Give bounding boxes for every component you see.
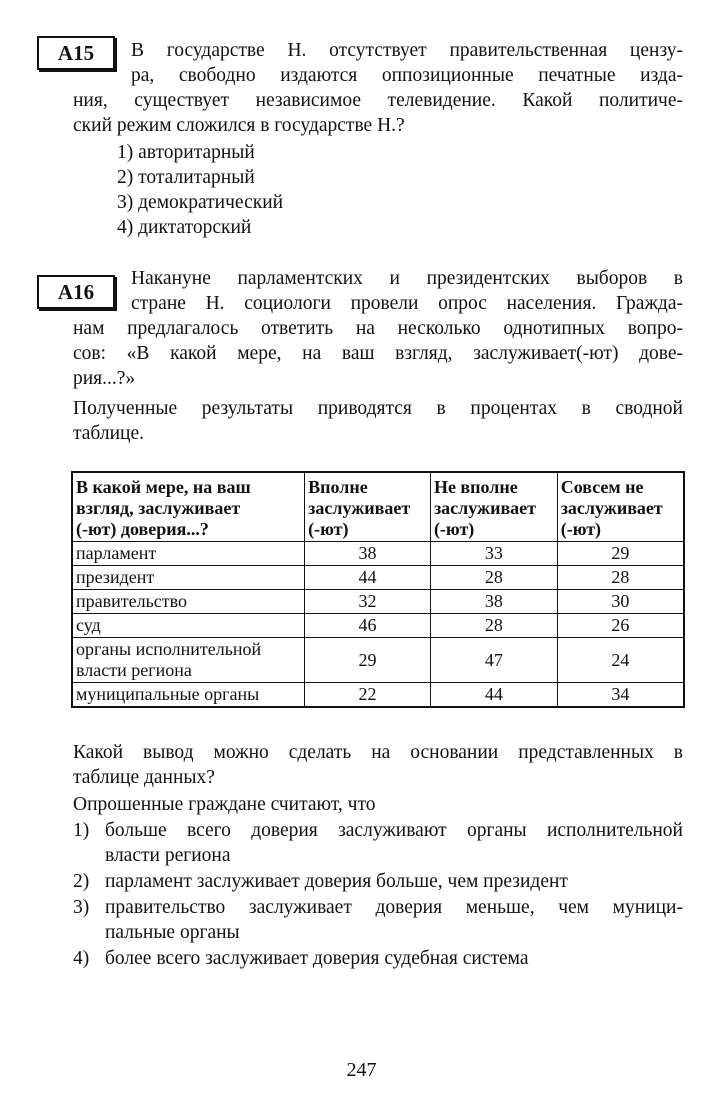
option: 2) тоталитарный xyxy=(117,167,255,188)
table-row xyxy=(72,638,684,683)
value-cell: 34 xyxy=(557,683,684,708)
value-cell: 30 xyxy=(557,590,684,614)
table-row xyxy=(72,683,684,708)
row-label: правительство xyxy=(72,590,305,614)
value-cell: 28 xyxy=(430,614,557,638)
value-cell: 29 xyxy=(305,638,431,683)
value-cell: 26 xyxy=(557,614,684,638)
trust-survey-table xyxy=(71,471,685,708)
value-cell: 28 xyxy=(430,566,557,590)
value-cell: 29 xyxy=(557,542,684,566)
table-row xyxy=(72,542,684,566)
option: 4) диктаторский xyxy=(117,217,252,238)
option: 3) демократический xyxy=(117,192,284,213)
row-label: суд xyxy=(72,614,305,638)
page-number: 247 xyxy=(346,1059,377,1081)
answer-option: 1) больше всего доверия заслуживают органы исполнительной власти региона xyxy=(73,820,683,866)
value-cell: 32 xyxy=(305,590,431,614)
header-cell: Совсем не заслуживает (-ют) xyxy=(557,472,684,542)
value-cell: 33 xyxy=(430,542,557,566)
table-header-row xyxy=(72,472,684,542)
answer-option: 4) более всего заслуживает доверия судебная система xyxy=(73,948,529,969)
row-label: парламент xyxy=(72,542,305,566)
header-cell: В какой мере, на ваш взгляд, заслуживает (-ют) доверия...? xyxy=(72,472,305,542)
table-row xyxy=(72,614,684,638)
value-cell: 44 xyxy=(430,683,557,708)
table-row xyxy=(72,566,684,590)
answer-option: 3) правительство заслуживает доверия меньше, чем муници- пальные органы xyxy=(73,897,683,943)
value-cell: 38 xyxy=(430,590,557,614)
row-label: органы исполнительной власти региона xyxy=(72,638,305,683)
value-cell: 24 xyxy=(557,638,684,683)
value-cell: 47 xyxy=(430,638,557,683)
row-label: президент xyxy=(72,566,305,590)
row-label: муниципальные органы xyxy=(72,683,305,708)
value-cell: 44 xyxy=(305,566,431,590)
table-row xyxy=(72,590,684,614)
header-cell: Вполне заслуживает (-ют) xyxy=(305,472,431,542)
value-cell: 22 xyxy=(305,683,431,708)
header-cell: Не вполне заслуживает (-ют) xyxy=(430,472,557,542)
option: 1) авторитарный xyxy=(117,142,255,163)
answer-option: 2) парламент заслуживает доверия больше, чем президент xyxy=(73,871,568,892)
value-cell: 38 xyxy=(305,542,431,566)
question-label-a16: A16 xyxy=(37,275,115,309)
value-cell: 46 xyxy=(305,614,431,638)
value-cell: 28 xyxy=(557,566,684,590)
answer-list xyxy=(73,818,683,971)
question-label-a15: A15 xyxy=(37,36,115,70)
